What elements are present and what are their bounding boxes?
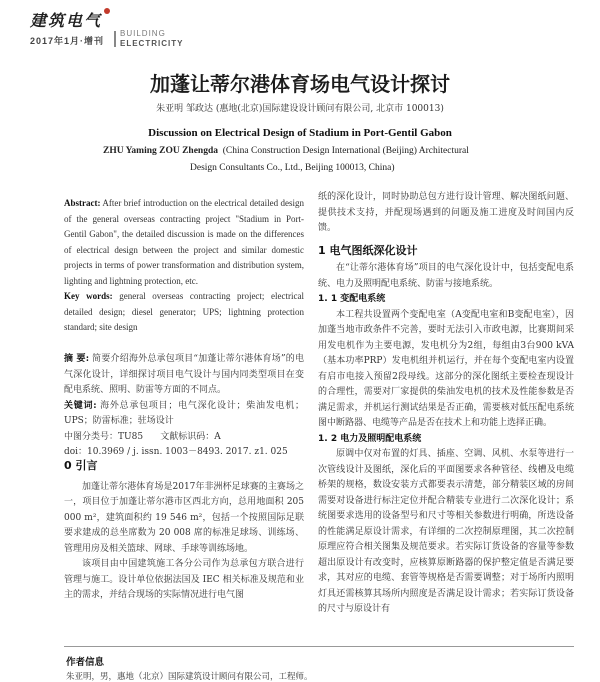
subsection-1-1-text: 本工程共设置两个变配电室（A变配电室和B变配电室），因加蓬当地市政条件不完善，要时无法引入市政电源，比赛期间采用发电机作为主要电源，发电机分为2组，每组由3台900 kVA（基本功率PRP）发电机组并机运行，并在每个变配电室内设置有启市电接入预留2段母线。这部分的深化图纸主要检查现设计的合理性，需要对厂家提供的柴油发电机的技术及性能参数是否满足需求，并机运行测试结果是否正确，需要核对低压配电系统图中断路器、电缆等产品是否在技术上和功能上选择正确。 [318, 309, 574, 428]
abstract-en [64, 196, 304, 336]
authors-en [103, 143, 573, 177]
footer-rule [64, 646, 574, 647]
magazine-name-en-line2: ELECTRICITY [120, 39, 184, 48]
journal-logo: 建筑电气 [30, 8, 110, 31]
masthead-divider [114, 31, 116, 47]
keywords-en-text: general overseas contracting project; electrical detailed design; diesel generator; UPS; lightning protection standard; site design [64, 291, 304, 332]
section-0 [64, 458, 304, 604]
abstract-cn [64, 352, 304, 461]
section-0-paragraph-2: 该项目由中国建筑施工各分公司作为总承包方联合进行管理与施工。设计单位依据法国及 IEC 相关标准及规范和业主的需求，并结合现场的实际情况进行电气图 [64, 559, 304, 600]
issue-label: 2017年1月·增刊 [30, 36, 105, 46]
section-0-paragraph-1: 加蓬让蒂尔港体育场是2017年非洲杯足球赛的主赛场之一，项目位于加蓬让蒂尔港市区西北方向，总用地面积 205 000 m²，建筑面积约 19 546 m²，包括一个按照国际足联要求建成的总坐席数为 20 008 席的标准足球场、训练场、管理用房及相关篮球、网球、手球等训练场地。 [64, 481, 304, 554]
doi: doi：10.3969 / j. issn. 1003－8493. 2017. z1. 025 [64, 447, 288, 457]
affiliation-en-line2: Design Consultants Co., Ltd., Beijing 100013, China) [190, 163, 395, 173]
subsection-1-2-text: 原调中仅对布置的灯具、插座、空调、风机、水泵等进行一次管线设计及图纸，深化后的平面图要求各种管径、线槽及电缆桥架的规格，数设安装方式都要表示清楚，部分精装区域的房间需要对设备进行标注定位并配合精装专业进行二次深化设计；系统图要求选用的设备型号和尺寸等相关参数进行明确，所选设备的性能满足原设计需求，有详细的二次控制原理图，其二次控制原理应符合相关图集及规范要求。若实际订货设备的容量等参数超出原设计有改变时，应核算原断路器的保护整定值是否满足要求，其对应的电缆、套管等规格是否需要调整；对于场所内照明灯具还需核算其场所内照度是否满足设计需求；若实际订货设备的尺寸与原设计有 [318, 449, 574, 614]
article-title-cn: 加蓬让蒂尔港体育场电气设计探讨 [150, 72, 450, 96]
author-info-text: 朱亚明，男，惠地（北京）国际建筑设计顾问有限公司，工程师。 [66, 672, 313, 682]
subsection-1-1-heading: 1. 1 变配电系统 [318, 294, 386, 304]
section-0-continued: 纸的深化设计，同时协助总包方进行设计管理、解决图纸问题、提供技术支持，并配现场遇到的问题及施工进度及时间国内反馈。 [318, 192, 574, 233]
document-code: 文献标识码：A [160, 431, 221, 442]
section-0-heading: 0 引言 [64, 459, 98, 472]
section-1-intro: 在“让蒂尔港体育场”项目的电气深化设计中，包括变配电系统、电力及照明配电系统、防雷与接地系统。 [318, 263, 574, 289]
subsection-1-2-heading: 1. 2 电力及照明配电系统 [318, 433, 422, 444]
author-info-label: 作者信息 [66, 657, 105, 668]
author-names-en: ZHU Yaming ZOU Zhengda [103, 146, 218, 156]
section-1-heading: 1 电气图纸深化设计 [318, 243, 418, 257]
keywords-cn-text: 海外总承包项目；电气深化设计；柴油发电机；UPS；防雷标准；驻场设计 [64, 400, 304, 426]
abstract-en-text: After brief introduction on the electrical detailed design of the general overseas contracting project "Stadium in Port-Gentil Gabon", the detailed discussion is made on the differences of electrical design between the project and similar domestic projects in terms of power transformation and distribution system, lighting and lightning protection, etc. [64, 198, 304, 286]
logo-dot-icon [104, 8, 110, 14]
abstract-cn-text: 简要介绍海外总承包项目“加蓬让蒂尔港体育场”的电气深化设计，详细探讨项目电气设计与国内同类型项目在变配电系统、照明、防雷等方面的不同点。 [64, 354, 304, 395]
abstract-cn-label: 摘 要: [64, 354, 90, 364]
article-title-en: Discussion on Electrical Design of Stadium in Port-Gentil Gabon [148, 127, 452, 139]
abstract-en-label: Abstract: [64, 198, 101, 208]
clc-number: 中图分类号：TU85 [64, 431, 144, 442]
keywords-en-label: Key words: [64, 291, 113, 301]
magazine-name-en-line1: BUILDING [120, 29, 166, 38]
keywords-cn-label: 关键词: [64, 400, 97, 411]
authors-cn: 朱亚明 邹政达 (惠地(北京)国际建设设计顾问有限公司, 北京市 100013) [156, 104, 444, 114]
right-column [318, 190, 574, 618]
affiliation-en-line1: (China Construction Design International (Beijing) Architectural [222, 146, 469, 156]
